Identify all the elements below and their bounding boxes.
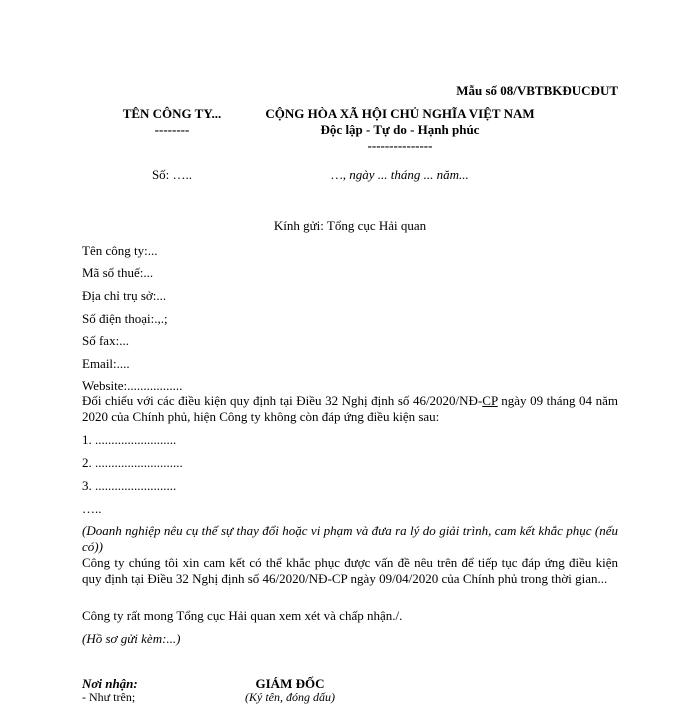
list-item-3: 3. ......................... [82,478,177,493]
company-rule: -------- [154,122,190,137]
field-fax: Số fax:... [82,333,129,348]
recipients-label: Nơi nhận: [82,676,138,691]
paragraph-conditions-underlined: CP [482,393,498,408]
company-name: TÊN CÔNG TY... [122,106,222,121]
list-item-2: 2. ........................... [82,455,183,470]
paragraph-conditions-end: ngày 09 tháng 04 năm 2020 của Chính phủ, hiện Công ty không còn đáp ứng điều kiện sau: [82,393,618,424]
document-number: Số: ….. [151,167,193,182]
field-website: Website:................. [82,378,183,393]
signer-note: (Ký tên, đóng dấu) [245,690,335,704]
signer-title: GIÁM ĐỐC [255,676,325,691]
attachments-note: (Hồ sơ gửi kèm:...) [82,631,181,646]
form-code: Mẫu số 08/VBTBKĐUCĐUT [456,83,618,98]
paragraph-commitment: Công ty chúng tôi xin cam kết có thể khắc phục được vấn đề nêu trên để tiếp tục đáp ứng điều kiện quy định tại Điều 32 Nghị định số 46/2020/NĐ-CP ngày 09/04/2020 của Chính phủ trong thời gian... [82,555,618,586]
national-motto: Độc lập - Tự do - Hạnh phúc [320,122,480,137]
field-email: Email:.... [82,356,130,371]
field-address: Địa chỉ trụ sở:... [82,288,167,303]
paragraph-conditions [82,393,618,425]
field-tax-code: Mã số thuế:... [82,265,154,280]
motto-rule: --------------- [367,138,433,153]
explanation-note: (Doanh nghiệp nêu cụ thể sự thay đổi hoặc vi phạm và đưa ra lý do giải trình, cam kết khắc phục (nếu có)) [82,523,618,554]
list-item-1: 1. ......................... [82,432,177,447]
list-item-ellipsis: ….. [82,501,102,516]
field-company-name: Tên công ty:... [82,243,158,258]
date-line: …, ngày ... tháng ... năm... [331,167,469,182]
field-phone: Số điện thoại:.,.; [82,311,168,326]
republic-title: CỘNG HÒA XÃ HỘI CHỦ NGHĨA VIỆT NAM [265,106,535,121]
recipients-item: - Như trên; [82,690,136,704]
paragraph-conditions-start: Đối chiếu với các điều kiện quy định tại Điều 32 Nghị định số 46/2020/NĐ- [82,393,483,408]
recipient-line: Kính gửi: Tổng cục Hải quan [273,218,427,233]
paragraph-request: Công ty rất mong Tổng cục Hải quan xem xét và chấp nhận./. [82,608,403,623]
